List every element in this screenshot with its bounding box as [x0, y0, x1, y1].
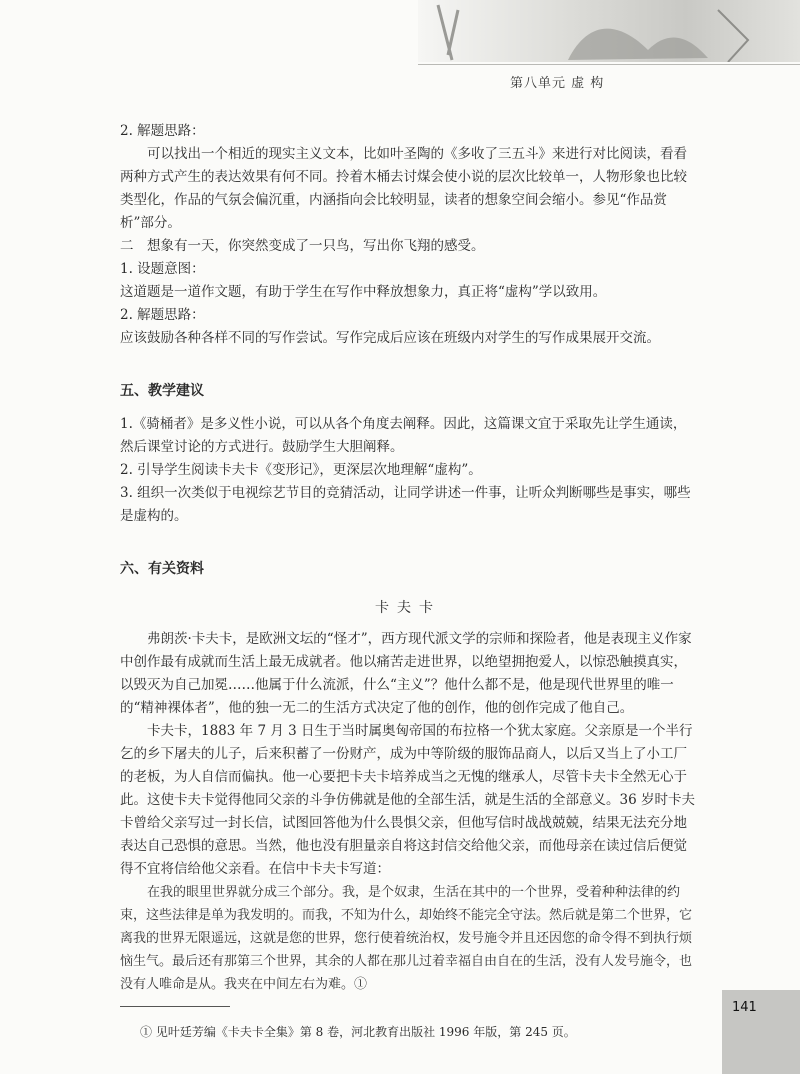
header-decoration: [418, 0, 800, 62]
paragraph: 卡夫卡，1883 年 7 月 3 日生于当时属奥匈帝国的布拉格一个犹太家庭。父亲原是一个半行乞的乡下屠夫的儿子，后来积蓄了一份财产，成为中等阶级的服饰品商人，以后又当上了小工厂的老板，为人自信而偏执。他一心要把卡夫卡培养成当之无愧的继承人，尽管卡夫卡全然无心于此。这使卡夫卡觉得他同父亲的斗争仿佛就是他的全部生活，就是生活的全部意义。36 岁时卡夫卡曾给父亲写过一封长信，试图回答他为什么畏惧父亲，但他写信时战战兢兢，结果无法充分地表达自己恐惧的意思。当然，他也没有胆量亲自将这封信交给他父亲，而他母亲在读过信后便觉得不宜将信给他父亲看。在信中卡夫卡写道：: [120, 723, 695, 877]
page-body: [120, 120, 696, 1044]
list-item: 3. 组织一次类似于电视综艺节目的竞猜活动，让同学讲述一件事，让听众判断哪些是事实，哪些是虚构的。: [120, 485, 691, 524]
paragraph: 可以找出一个相近的现实主义文本，比如叶圣陶的《多收了三五斗》来进行对比阅读，看看两种方式产生的表达效果有何不同。拎着木桶去讨煤会使小说的层次比较单一，人物形象也比较类型化，作品的气氛会偏沉重，内涵指向会比较明显，读者的想象空间会缩小。参见“作品赏析”部分。: [120, 146, 687, 231]
item-label: 2. 解题思路：: [120, 307, 205, 323]
ink-painting-decoration: [418, 0, 800, 62]
header-rule: [418, 64, 800, 65]
article-title: 卡夫卡: [375, 600, 441, 616]
page-number: 141: [732, 1000, 757, 1015]
footnote: ① 见叶廷芳编《卡夫卡全集》第 8 卷，河北教育出版社 1996 年版，第 245 页。: [140, 1025, 576, 1039]
list-item: 2. 引导学生阅读卡夫卡《变形记》，更深层次地理解“虚构”。: [120, 462, 482, 478]
item-label: 1. 设题意图：: [120, 261, 205, 277]
section-heading: 六、有关资料: [120, 561, 204, 577]
paragraph: 应该鼓励各种各样不同的写作尝试。写作完成后应该在班级内对学生的写作成果展开交流。: [120, 330, 660, 346]
paragraph: 弗朗茨·卡夫卡，是欧洲文坛的“怪才”，西方现代派文学的宗师和探险者，他是表现主义作家中创作最有成就而生活上最无成就者。他以痛苦走进世界，以绝望拥抱爱人，以惊恐触摸真实，以毁灭为自己加冕……他属于什么流派，什么“主义”？他什么都不是，他是现代世界里的唯一的“精神裸体者”，他的独一无二的生活方式决定了他的创作，他的创作完成了他自己。: [120, 631, 692, 716]
unit-title: 第八单元 虚 构: [510, 76, 605, 91]
footnote-rule: [120, 1006, 230, 1007]
section-heading: 五、教学建议: [120, 383, 204, 399]
paragraph: 这道题是一道作文题，有助于学生在写作中释放想象力，真正将“虚构”学以致用。: [120, 284, 607, 300]
list-item: 1.《骑桶者》是多义性小说，可以从各个角度去阐释。因此，这篇课文宜于采取先让学生通读，然后课堂讨论的方式进行。鼓励学生大胆阐释。: [120, 416, 687, 455]
question-2: 二 想象有一天，你突然变成了一只鸟，写出你飞翔的感受。: [120, 238, 485, 254]
item-label: 2. 解题思路：: [120, 123, 205, 139]
quoted-letter: 在我的眼里世界就分成三个部分。我，是个奴隶，生活在其中的一个世界，受着种种法律的约束，这些法律是单为我发明的。而我，不知为什么，却始终不能完全守法。然后就是第二个世界，它离我的世界无限遥远，这就是您的世界，您行使着统治权，发号施令并且还因您的命令得不到执行烦恼生气。最后还有那第三个世界，其余的人都在那儿过着幸福自由自在的生活，没有人发号施令，也没有人唯命是从。我夹在中间左右为难。①: [120, 885, 693, 992]
